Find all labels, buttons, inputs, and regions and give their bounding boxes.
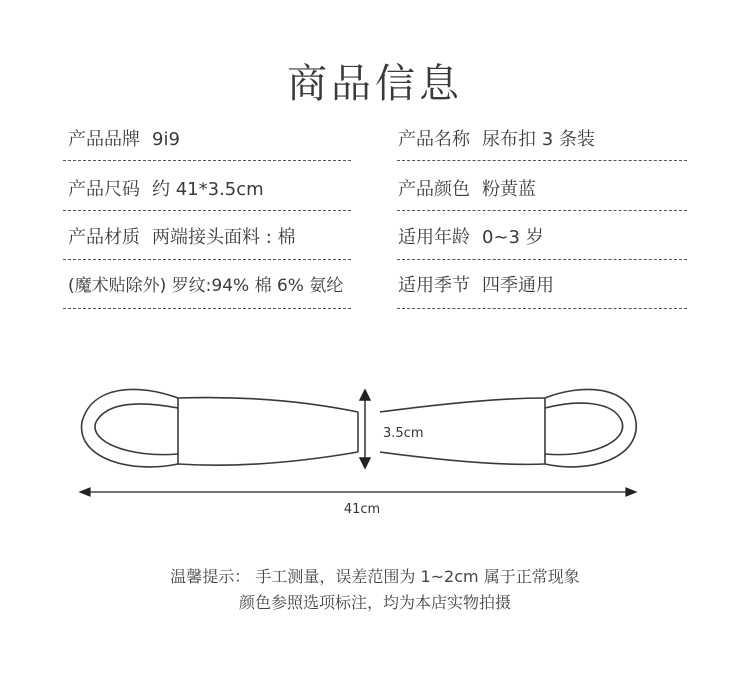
material-value-2: (魔术贴除外) 罗纹:94% 棉 6% 氨纶	[68, 276, 344, 296]
material-row	[68, 226, 296, 250]
brand-label: 产品品牌	[68, 129, 140, 150]
divider	[63, 160, 351, 161]
color-note: 颜色参照选项标注，均为本店实物拍摄	[238, 593, 511, 612]
name-value: 尿布扣 3 条装	[482, 129, 595, 150]
age-row	[398, 226, 544, 250]
color-label: 产品颜色	[398, 179, 470, 200]
right-loop-inner	[545, 403, 623, 455]
color-value: 粉黄蓝	[482, 179, 536, 200]
length-arrow	[80, 488, 636, 496]
measurement-note: 温馨提示： 手工测量，误差范围为 1~2cm 属于正常现象	[170, 567, 580, 586]
page-title: 商品信息	[287, 61, 463, 107]
material-label: 产品材质	[68, 227, 140, 248]
length-label: 41cm	[343, 502, 381, 517]
brand-value: 9i9	[152, 129, 180, 150]
color-row	[398, 178, 536, 202]
right-strap-bottom	[380, 452, 545, 464]
divider	[63, 308, 351, 309]
season-row	[398, 274, 554, 298]
product-size-diagram	[0, 370, 750, 520]
left-strap-bottom	[178, 452, 358, 465]
name-row	[398, 128, 595, 152]
material-value: 两端接头面料 : 棉	[152, 227, 296, 248]
season-label: 适用季节	[398, 275, 470, 296]
width-arrow	[360, 390, 370, 468]
name-label: 产品名称	[398, 129, 470, 150]
left-loop-inner	[95, 404, 178, 455]
width-label: 3.5cm	[383, 426, 424, 441]
material-row-2	[68, 274, 343, 298]
size-value: 约 41*3.5cm	[152, 179, 264, 200]
divider	[397, 259, 687, 260]
season-value: 四季通用	[482, 275, 554, 296]
divider	[397, 210, 687, 211]
size-row	[68, 178, 264, 202]
divider	[397, 308, 687, 309]
divider	[397, 160, 687, 161]
age-label: 适用年龄	[398, 227, 470, 248]
age-value: 0~3 岁	[482, 227, 544, 248]
brand-row	[68, 128, 180, 152]
right-strap-top	[380, 398, 545, 412]
divider	[63, 210, 351, 211]
left-strap-top	[178, 398, 358, 412]
divider	[63, 259, 351, 260]
size-label: 产品尺码	[68, 179, 140, 200]
